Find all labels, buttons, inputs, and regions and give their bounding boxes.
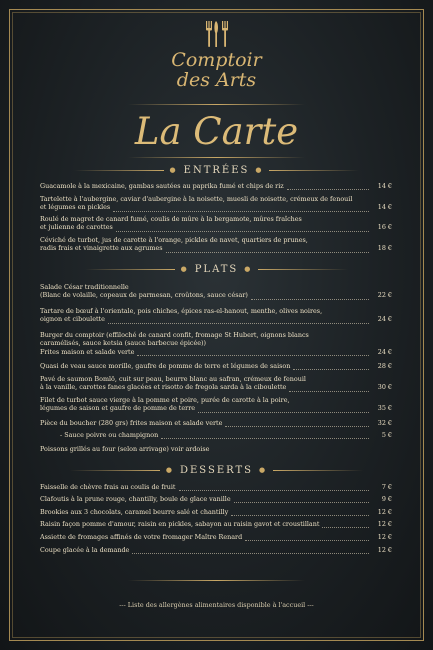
section-dot: ●: [180, 265, 189, 273]
dot-leader: [231, 510, 369, 516]
dot-leader: [116, 226, 369, 232]
dot-leader: [322, 522, 369, 528]
menu-item-text: Frites maison et salade verte: [40, 347, 135, 356]
menu-item-price: 22 €: [377, 291, 392, 300]
section-rule-left: [70, 470, 160, 471]
menu-item-price: 32 €: [377, 419, 392, 427]
menu-item: [40, 520, 392, 528]
menu-item-price: 12 €: [377, 508, 392, 516]
dot-leader: [161, 433, 369, 439]
menu-item-last-line: [40, 520, 392, 528]
section-dot: ●: [165, 466, 174, 474]
menu-item: [40, 307, 392, 324]
menu-item-price: 35 €: [377, 404, 392, 413]
menu-item: [40, 215, 392, 232]
divider-bottom: [128, 580, 305, 581]
menu-item-text: légumes de saison et gaufre de pomme de terre: [40, 404, 196, 413]
section-title: PLATS: [194, 263, 239, 275]
menu-item-last-line: [40, 223, 392, 231]
menu-item-text: Tartelette à l'aubergine, caviar d'aubergine à la noisette, muesli de noisette, crémeux de fenouil: [40, 195, 353, 203]
menu-item-text: Raisin façon pomme d'amour, raisin en pickles, sabayon au raisin gavot et croustillant: [40, 520, 320, 528]
dot-leader: [137, 350, 369, 356]
section-header: [0, 262, 433, 276]
menu-item-price: 28 €: [377, 362, 392, 370]
menu-item: [40, 362, 392, 370]
menu-item-text: Pièce du boucher (280 grs) frites maison et salade verte: [40, 419, 223, 427]
menu-item-text: Faisselle de chèvre frais au coulis de fruit: [40, 483, 176, 491]
menu-item-text: caramélisés, sauce ketsia (sauce barbecue épicée)): [40, 339, 207, 348]
menu-item-last-line: [40, 508, 392, 516]
menu-item-price: 12 €: [377, 533, 392, 541]
dot-leader: [293, 364, 369, 370]
menu-item-price: 24 €: [377, 347, 392, 356]
page-title: La Carte: [134, 110, 299, 153]
menu-item-last-line: [40, 431, 392, 439]
menu-item: [40, 396, 392, 413]
menu-item-text: Clafoutis à la prune rouge, chantilly, boule de glace vanille: [40, 495, 231, 503]
menu-item-text: Tartare de bœuf à l'orientale, pois chiches, épices ras-el-hanout, menthe, olives noires,: [40, 307, 323, 315]
menu-item: [40, 182, 392, 190]
menu-item-price: 5 €: [381, 431, 392, 439]
menu-item-text: et julienne de carottes: [40, 223, 113, 232]
section-title: ENTRÉES: [183, 164, 250, 176]
menu-item-last-line: [40, 244, 392, 252]
menu-item-price: 7 €: [381, 483, 392, 491]
menu-item: [40, 508, 392, 516]
dot-leader: [225, 421, 369, 427]
menu-item-text: Assiette de fromages affinés de votre fromager Maître Renard: [40, 533, 243, 541]
menu-item-price: 12 €: [377, 520, 392, 528]
menu-item-last-line: [40, 383, 392, 391]
inner-frame: [12, 12, 421, 638]
menu-item: [40, 419, 392, 427]
menu-item-text: Céviché de turbot, jus de carotte à l'orange, pickles de navet, quartiers de prunes,: [40, 236, 308, 244]
menu-item-text: radis frais et vinaigrette aux agrumes: [40, 244, 163, 253]
dot-leader: [108, 318, 369, 324]
menu-item-last-line: [40, 348, 392, 356]
section-rule-left: [74, 170, 164, 171]
brand-name: [0, 50, 433, 90]
dot-leader: [287, 184, 369, 190]
dot-leader: [245, 535, 369, 541]
menu-item-last-line: [40, 291, 392, 299]
section-rule-left: [85, 269, 175, 270]
dot-leader: [234, 497, 369, 503]
menu-item-text: Coupe glacée à la demande: [40, 546, 130, 554]
menu-item: [40, 331, 392, 356]
menu-item-text: Salade César traditionnelle: [40, 283, 129, 291]
section-title: DESSERTS: [179, 464, 254, 476]
menu-item: [40, 445, 392, 453]
logo: [0, 20, 433, 48]
menu-item-last-line: [40, 483, 392, 491]
fork-knife-icon: [202, 20, 232, 48]
menu-item-text: Poissons grillés au four (selon arrivage) voir ardoise: [40, 445, 210, 453]
dot-leader: [289, 386, 369, 392]
menu-item-text: Guacamole à la mexicaine, gambas sautées au paprika fumé et chips de riz: [40, 182, 284, 190]
menu-item: [40, 375, 392, 392]
section-dot: ●: [244, 265, 253, 273]
divider-title: [128, 157, 305, 158]
menu-item: [40, 533, 392, 541]
section-rule-right: [273, 470, 363, 471]
dot-leader: [132, 548, 369, 554]
menu-item-last-line: [40, 546, 392, 554]
menu-item-last-line: [40, 182, 392, 190]
menu-item-price: 9 €: [381, 495, 392, 503]
menu-item-price: 30 €: [377, 383, 392, 392]
menu-item-text: à la vanille, carottes fanes glacées et risotto de fregola sarda à la ciboulette: [40, 383, 287, 392]
menu-item: [40, 236, 392, 253]
menu-item-text: Roulé de magret de canard fumé, coulis de mûre à la bergamote, mûres fraîches: [40, 215, 302, 223]
menu-item-text: Quasi de veau sauce morille, gaufre de pomme de terre et légumes de saison: [40, 362, 291, 370]
menu-item-text: Brookies aux 3 chocolats, caramel beurre salé et chantilly: [40, 508, 229, 516]
menu-item-price: 12 €: [377, 546, 392, 554]
dot-leader: [179, 485, 370, 491]
menu-item: [40, 283, 392, 300]
divider-top: [128, 104, 305, 105]
menu-item-price: 14 €: [377, 203, 392, 212]
menu-item-text: (Blanc de volaille, copeaux de parmesan, croûtons, sauce césar): [40, 291, 248, 300]
allergen-note: --- Liste des allergènes alimentaires disponible à l'accueil ---: [119, 601, 314, 609]
menu-item-last-line: [40, 495, 392, 503]
section-dot: ●: [255, 166, 264, 174]
menu-item: [40, 495, 392, 503]
dot-leader: [166, 247, 369, 253]
section-dot: ●: [169, 166, 178, 174]
menu-item: [40, 546, 392, 554]
menu-item-last-line: [40, 315, 392, 323]
section-rule-right: [269, 170, 359, 171]
section-rule-right: [258, 269, 348, 270]
dot-leader: [251, 294, 369, 300]
menu-item-text: et légumes en pickles: [40, 203, 111, 212]
menu-item-text: oignon et ciboulette: [40, 315, 105, 324]
menu-item-text: - Sauce poivre ou champignon: [60, 431, 159, 439]
menu-item-price: 24 €: [377, 315, 392, 324]
menu-item-price: 18 €: [377, 244, 392, 253]
section-header: [0, 163, 433, 177]
menu-item-last-line: [40, 362, 392, 370]
menu-item-text: Pavé de saumon Bomlö, cuit sur peau, beurre blanc au safran, crémeux de fenouil: [40, 375, 306, 383]
menu-item-price: 16 €: [377, 223, 392, 232]
menu-item-last-line: [40, 533, 392, 541]
dot-leader: [198, 407, 369, 413]
brand-line-1: Comptoir: [171, 49, 262, 71]
brand-line-2: des Arts: [176, 69, 257, 91]
dot-leader: [113, 206, 369, 212]
menu-item-last-line: [40, 445, 392, 453]
menu-item-last-line: [40, 203, 392, 211]
menu-item: [40, 483, 392, 491]
menu-item-last-line: [40, 419, 392, 427]
menu-item-price: 14 €: [377, 182, 392, 190]
menu-item-text: Burger du comptoir (effiloché de canard confit, fromage St Hubert, oignons blancs: [40, 331, 309, 339]
menu-item: [40, 195, 392, 212]
section-header: [0, 463, 433, 477]
menu-item-last-line: [40, 404, 392, 412]
menu-item-text: Filet de turbot sauce vierge à la pomme et poire, purée de carotte à la poire,: [40, 396, 290, 404]
menu-item: [40, 431, 392, 439]
section-dot: ●: [259, 466, 268, 474]
